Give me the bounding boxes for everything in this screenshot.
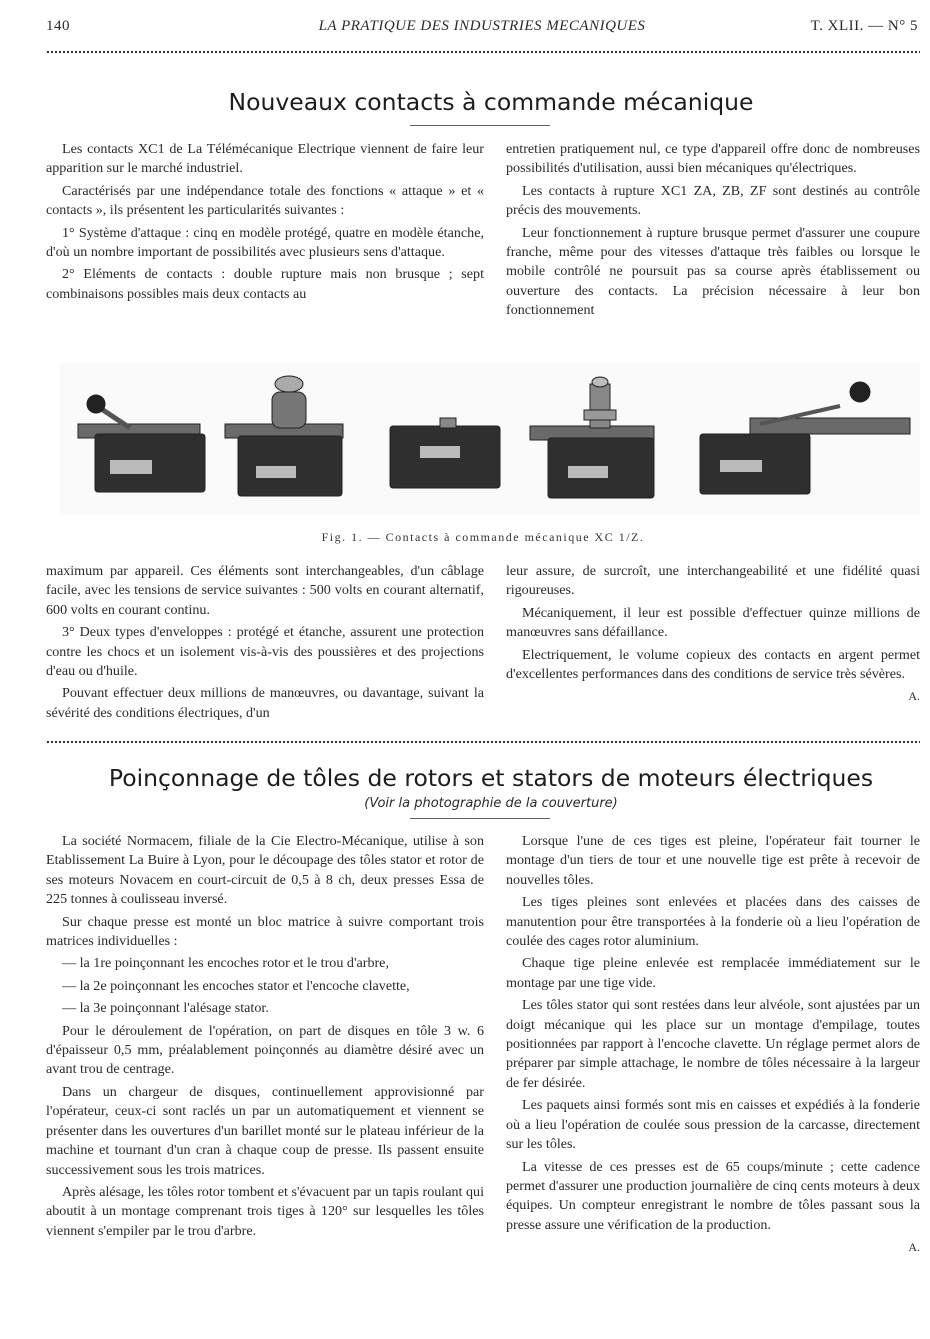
article2-title: Poinçonnage de tôles de rotors et stators de moteurs électriques [108, 764, 874, 792]
paragraph: — la 2e poinçonnant les encoches stator et l'encoche clavette, [62, 977, 410, 994]
paragraph: 3° Deux types d'enveloppes : protégé et étanche, assurent une protection contre les chocs et un isolement vis-à-vis des poussières et des projections d'eau ou d'huile. [46, 624, 484, 680]
article2-column-1 [46, 832, 484, 1244]
article1-title: Nouveaux contacts à commande mécanique [228, 88, 754, 116]
paragraph: Dans un chargeur de disques, continuellement approvisionné par l'opérateur, ceux-ci sont raclés un par un automatiquement et viennent se présenter dans les ouvertures d'un barillet monté sur le plateau inférieur de la machine et tournant d'un cran à chaque coup de presse. Ils passent ensuite successivement sous les trois matrices. [46, 1083, 484, 1178]
article2-title-rule [410, 818, 550, 819]
article1-column-4 [506, 562, 920, 710]
paragraph: Les tôles stator qui sont restées dans leur alvéole, sont ajustées par un doigt mécanique qui les place sur un montage d'empilage, toutes positionnées par rapport à l'encoche clavette. Un réglage permet alors de préparer par simple attachage, le nombre de tôles nécessaire à la largeur de fer désirée. [506, 997, 920, 1091]
paragraph: Les contacts à rupture XC1 ZA, ZB, ZF sont destinés au contrôle précis des mouvements. [506, 182, 920, 219]
paragraph: Les tiges pleines sont enlevées et placées dans des caisses de manutention pour être transportées à la fonderie où a lieu l'opération de coulée des cages rotor aluminium. [506, 894, 920, 950]
figure-photo-contacts [60, 362, 920, 514]
paragraph: Les contacts XC1 de La Télémécanique Electrique viennent de faire leur apparition sur le marché industriel. [46, 141, 484, 177]
article2-subtitle: (Voir la photographie de la couverture) [364, 796, 618, 811]
contacts-photo-illustration [60, 362, 920, 514]
dotted-rule-top [46, 50, 920, 54]
paragraph: Sur chaque presse est monté un bloc matrice à suivre comportant trois matrices individuelles : [46, 913, 484, 950]
paragraph: Pour le déroulement de l'opération, on part de disques en tôle 3 w. 6 d'épaisseur 0,5 mm, préalablement poinçonnés au diamètre désiré avec un avant trou de centrage. [46, 1022, 484, 1078]
running-head [46, 18, 918, 40]
paragraph: entretien pratiquement nul, ce type d'appareil offre donc de nombreuses possibilités d'utilisation, aussi bien mécaniques qu'électriques. [506, 141, 920, 177]
paragraph: 2° Eléments de contacts : double rupture mais non brusque ; sept combinaisons possibles mais deux contacts au [46, 266, 484, 302]
paragraph: Caractérisés par une indépendance totale des fonctions « attaque » et « contacts », ils présentent les particularités suivantes : [46, 182, 484, 219]
contact-device-bare [390, 418, 500, 488]
article1-title-rule [410, 125, 550, 126]
paragraph: Pouvant effectuer deux millions de manœuvres, ou davantage, suivant la sévérité des conditions électriques, d'un [46, 685, 484, 721]
paragraph: maximum par appareil. Ces éléments sont interchangeables, d'un câblage facile, avec les tensions de service suivantes : 500 volts en courant alternatif, 600 volts en courant continu. [46, 563, 484, 618]
paragraph: — la 3e poinçonnant l'alésage stator. [62, 1000, 269, 1017]
article1-signature: A. [908, 689, 920, 704]
article1-column-3 [46, 562, 484, 726]
volume-number: T. XLII. — N° 5 [810, 18, 918, 34]
paragraph: Electriquement, le volume copieux des contacts en argent permet d'excellentes performances dans des conditions de service très sévères. [506, 646, 920, 683]
article2-signature: A. [908, 1240, 920, 1255]
paragraph: — la 1re poinçonnant les encoches rotor et le trou d'arbre, [62, 955, 389, 972]
paragraph: Chaque tige pleine enlevée est remplacée immédiatement sur le montage par une tige vide. [506, 955, 920, 991]
paragraph: La vitesse de ces presses est de 65 coups/minute ; cette cadence permet d'assurer une production journalière de cinq cents moteurs à deux équipes. Un compteur enregistrant le nombre de tôles passant sous la presse assure une vérification de la production. [506, 1158, 920, 1233]
paragraph: 1° Système d'attaque : cinq en modèle protégé, quatre en modèle étanche, d'où un nombre important de possibilités avec plusieurs sens d'attaque. [46, 224, 484, 261]
paragraph: Leur fonctionnement à rupture brusque permet d'assurer une coupure franche, même pour des vitesses d'attaque très faibles ou lorsque le mobile contrôlé ne poursuit pas sa course après établissement ou ouverture des contacts. La précision nécessaire à leur bon fonctionnement [506, 224, 920, 319]
paragraph: Mécaniquement, il leur est possible d'effectuer quinze millions de manœuvres sans défaillance. [506, 604, 920, 641]
paragraph: Lorsque l'une de ces tiges est pleine, l'opérateur fait tourner le montage d'un tiers de tour et une nouvelle tige est prête à recevoir de nouvelles tôles. [506, 833, 920, 888]
article1-column-1 [46, 140, 484, 307]
paragraph: Après alésage, les tôles rotor tombent et s'évacuent par un tapis roulant qui aboutit à un montage comprenant trois tiges à 120° sur lesquelles les tôles viennent s'empiler par le trou d'arbre. [46, 1183, 484, 1239]
figure-caption: Fig. 1. — Contacts à commande mécanique XC 1/Z. [321, 530, 645, 544]
paragraph: La société Normacem, filiale de la Cie Electro-Mécanique, utilise à son Etablissement La Buire à Lyon, pour le découpage des tôles stator et rotor de ses moteurs Novacem en court-circuit de 0,5 à 8 ch, deux presses Essa de 225 tonnes à coulisseau inversé. [46, 833, 484, 908]
page-number: 140 [46, 18, 70, 34]
journal-title: LA PRATIQUE DES INDUSTRIES MECANIQUES [318, 18, 646, 34]
dotted-rule-middle [46, 740, 920, 744]
article1-column-2 [506, 140, 920, 324]
article2-column-2 [506, 832, 920, 1261]
paragraph: leur assure, de surcroît, une interchangeabilité et une fidélité quasi rigoureuses. [506, 563, 920, 599]
paragraph: Les paquets ainsi formés sont mis en caisses et expédiés à la fonderie où a lieu l'opération de coulée sous pression de la carcasse, directement sur les tôles. [506, 1097, 920, 1153]
